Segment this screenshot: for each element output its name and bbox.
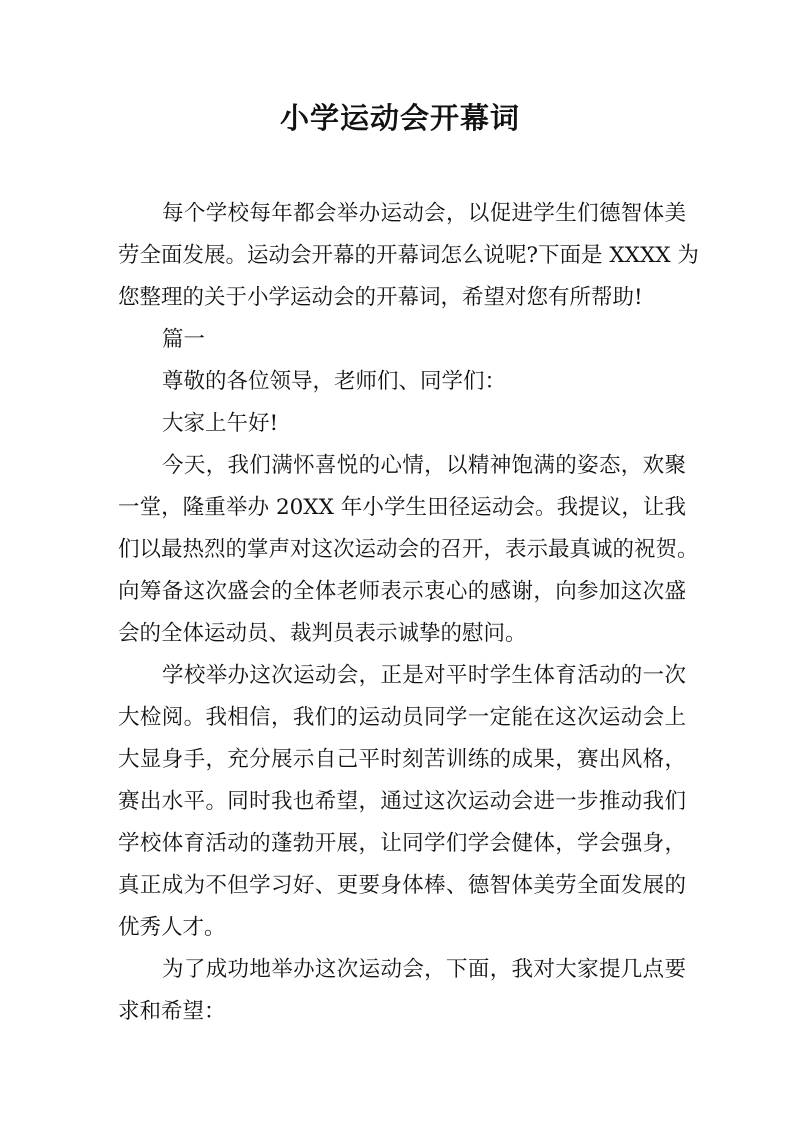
paragraph-line: 为了成功地举办这次运动会，下面，我对大家提几点要 bbox=[162, 957, 686, 982]
paragraph-line: 真正成为不但学习好、更要身体棒、德智体美劳全面发展的 bbox=[118, 873, 686, 898]
paragraph-line: 赛出水平。同时我也希望，通过这次运动会进一步推动我们 bbox=[118, 789, 686, 814]
document-body bbox=[118, 193, 699, 1033]
paragraph-line: 一堂，隆重举办 20XX 年小学生田径运动会。我提议，让我 bbox=[118, 495, 686, 520]
paragraph-line: 们以最热烈的掌声对这次运动会的召开，表示最真诚的祝贺。 bbox=[118, 537, 699, 562]
paragraph-line: 学校举办这次运动会，正是对平时学生体育活动的一次 bbox=[162, 663, 686, 688]
paragraph-line: 每个学校每年都会举办运动会，以促进学生们德智体美 bbox=[162, 201, 686, 226]
document-title: 小学运动会开幕词 bbox=[279, 101, 520, 135]
paragraph-line: 求和希望： bbox=[118, 999, 226, 1024]
paragraph-line: 劳全面发展。运动会开幕的开幕词怎么说呢?下面是 XXXX 为 bbox=[118, 243, 699, 268]
paragraph-line: 向筹备这次盛会的全体老师表示衷心的感谢，向参加这次盛 bbox=[118, 579, 686, 604]
paragraph-line: 会的全体运动员、裁判员表示诚挚的慰问。 bbox=[118, 621, 527, 646]
salutation-line: 尊敬的各位领导，老师们、同学们： bbox=[162, 369, 507, 394]
greeting-line: 大家上午好! bbox=[162, 411, 279, 436]
paragraph-line: 您整理的关于小学运动会的开幕词，希望对您有所帮助! bbox=[118, 285, 643, 310]
paragraph-line: 大显身手，充分展示自己平时刻苦训练的成果，赛出风格， bbox=[118, 747, 686, 772]
paragraph-line: 学校体育活动的蓬勃开展，让同学们学会健体，学会强身， bbox=[118, 831, 686, 856]
paragraph-line: 优秀人才。 bbox=[118, 915, 226, 940]
paragraph-line: 今天，我们满怀喜悦的心情，以精神饱满的姿态，欢聚 bbox=[162, 453, 686, 478]
section-heading: 篇一 bbox=[162, 327, 206, 352]
paragraph-line: 大检阅。我相信，我们的运动员同学一定能在这次运动会上 bbox=[118, 705, 686, 730]
